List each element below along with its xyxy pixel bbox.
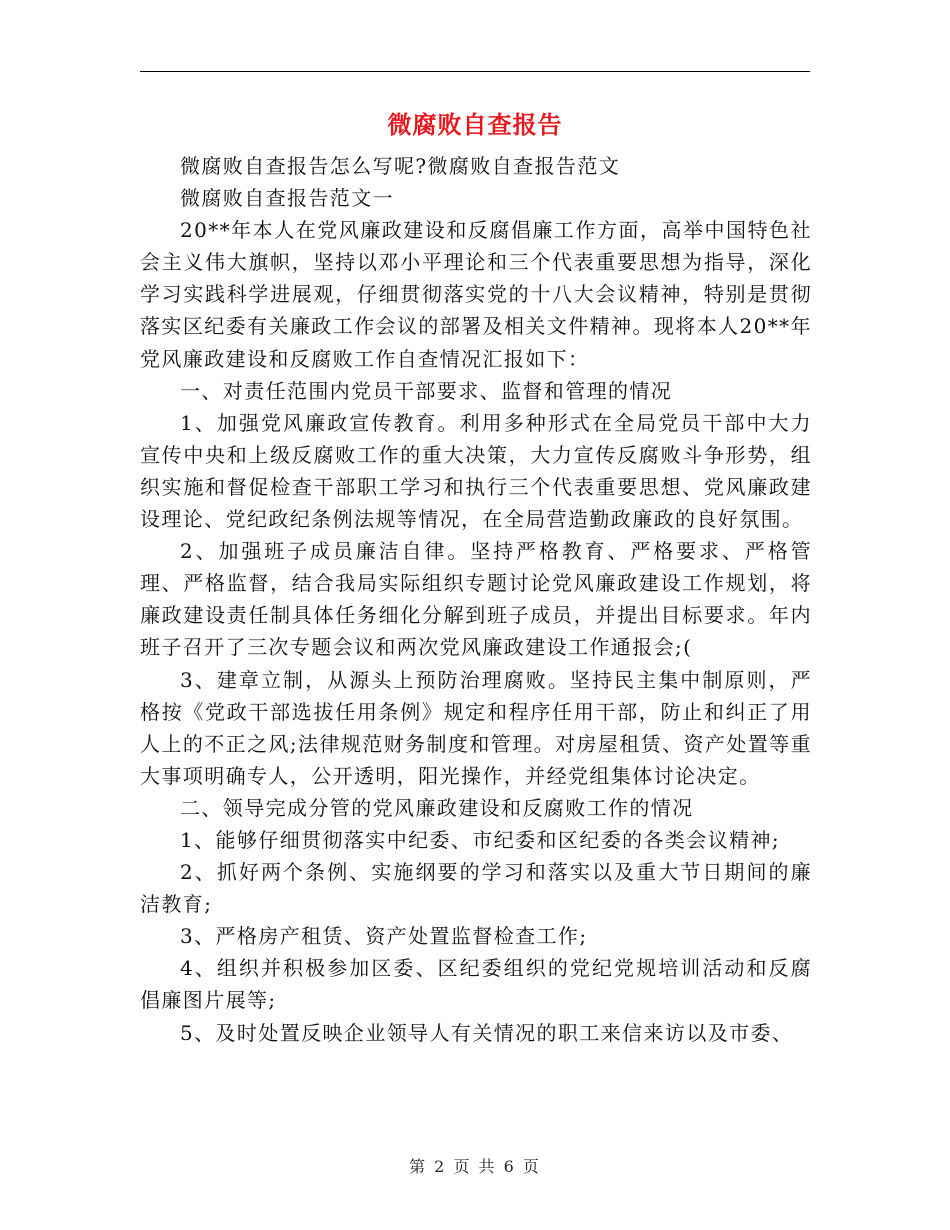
page-number: 第 2 页 共 6 页 bbox=[409, 1157, 541, 1176]
section-heading-1: 一、对责任范围内党员干部要求、监督和管理的情况 bbox=[180, 378, 673, 403]
paragraph-sample-heading: 微腐败自查报告范文一 bbox=[180, 186, 394, 211]
section-heading-2: 二、领导完成分管的党风廉政建设和反腐败工作的情况 bbox=[180, 795, 694, 820]
document-title: 微腐败自查报告 bbox=[387, 110, 563, 139]
paragraph-item: 3、严格房产租赁、资产处置监督检查工作; bbox=[180, 924, 588, 949]
paragraph-item: 2、抓好两个条例、实施纲要的学习和落实以及重大节日期间的廉洁教育; bbox=[140, 860, 812, 917]
paragraph-item: 1、加强党风廉政宣传教育。利用多种形式在全局党员干部中大力宣传中央和上级反腐败工作的重大决策，大力宣传反腐败斗争形势，组织实施和督促检查干部职工学习和执行三个代表重要思想、党风廉政建设理论、党纪政纪条例法规等情况，在全局营造勤政廉政的良好氛围。 bbox=[140, 410, 812, 532]
paragraph-item: 5、及时处置反映企业领导人有关情况的职工来信来访以及市委、 bbox=[180, 1020, 794, 1045]
paragraph-item: 1、能够仔细贯彻落实中纪委、市纪委和区纪委的各类会议精神; bbox=[180, 827, 781, 852]
paragraph-subtitle: 微腐败自查报告怎么写呢?微腐败自查报告范文 bbox=[180, 154, 621, 178]
header-rule bbox=[140, 71, 810, 72]
paragraph-intro: 20**年本人在党风廉政建设和反腐倡廉工作方面，高举中国特色社会主义伟大旗帜，坚持以邓小平理论和三个代表重要思想为指导，深化学习实践科学进展观，仔细贯彻落实党的十八大会议精神，特别是贯彻落实区纪委有关廉政工作会议的部署及相关文件精神。现将本人20**年党风廉政建设和反腐败工作自查情况汇报如下： bbox=[140, 218, 812, 371]
paragraph-item: 3、建章立制，从源头上预防治理腐败。坚持民主集中制原则，严格按《党政干部选拔任用条例》规定和程序任用干部，防止和纠正了用人上的不正之风;法律规范财务制度和管理。对房屋租赁、资产处置等重大事项明确专人，公开透明，阳光操作，并经党组集体讨论决定。 bbox=[140, 667, 812, 788]
paragraph-item: 2、加强班子成员廉洁自律。坚持严格教育、严格要求、严格管理、严格监督，结合我局实际组织专题讨论党风廉政建设工作规划，将廉政建设责任制具体任务细化分解到班子成员，并提出目标要求。年内班子召开了三次专题会议和两次党风廉政建设工作通报会;( bbox=[140, 539, 812, 660]
paragraph-item: 4、组织并积极参加区委、区纪委组织的党纪党规培训活动和反腐倡廉图片展等; bbox=[140, 956, 812, 1013]
document-body bbox=[140, 150, 812, 1049]
